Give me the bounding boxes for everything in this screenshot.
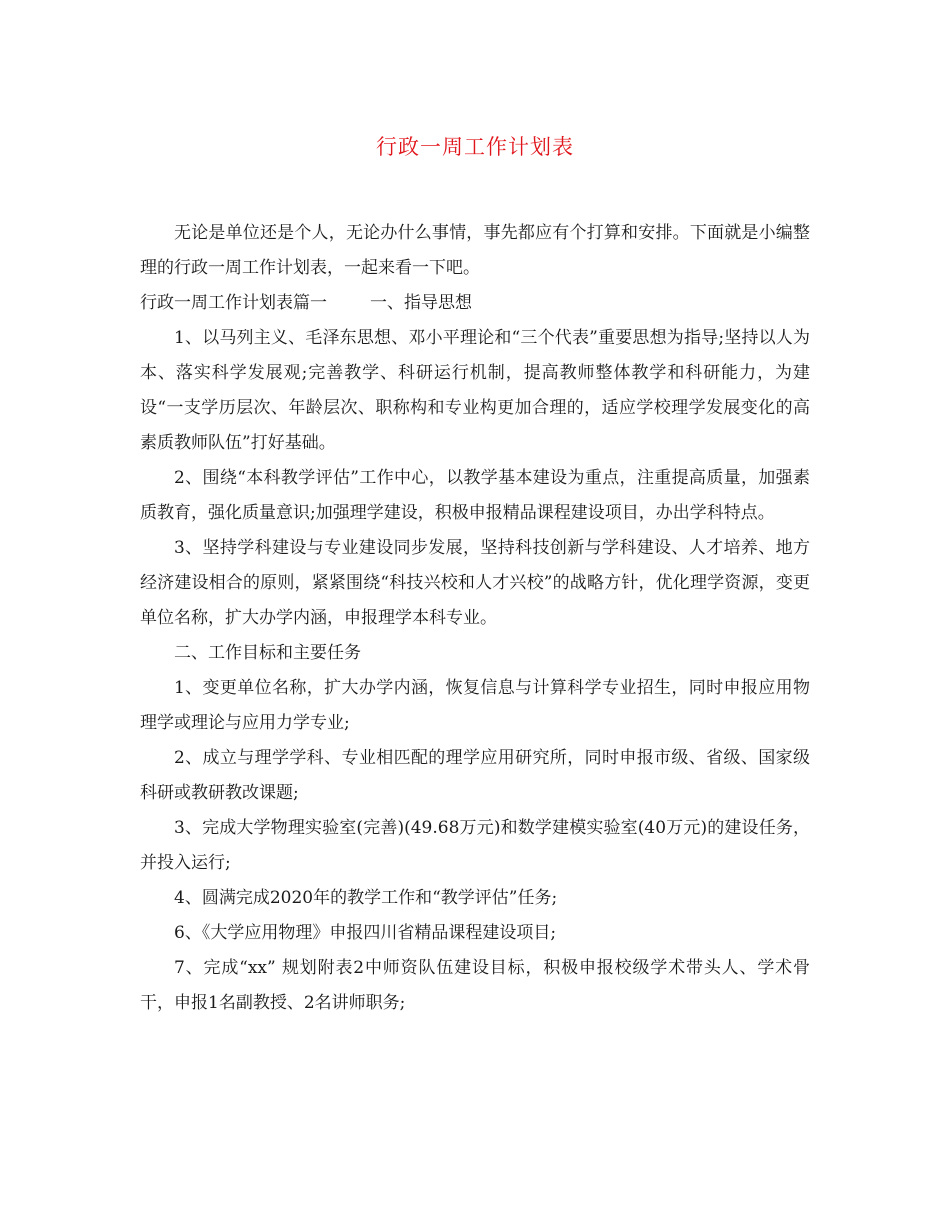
goal-item: 7、完成“xx” 规划附表2中师资队伍建设目标，积极申报校级学术带头人、学术骨干，申报1名副教授、2名讲师职务; xyxy=(140,958,810,1013)
guiding-item: 1、以马列主义、毛泽东思想、邓小平理论和“三个代表”重要思想为指导;坚持以人为本、落实科学发展观;完善教学、科研运行机制，提高教师整体教学和科研能力，为建设“一支学历层次、年龄层次、职称构和专业构更加合理的，适应学校理学发展变化的高素质教师队伍”打好基础。 xyxy=(140,328,810,453)
intro-paragraph: 无论是单位还是个人，无论办什么事情，事先都应有个打算和安排。下面就是小编整理的行政一周工作计划表，一起来看一下吧。 xyxy=(140,223,810,278)
document-body xyxy=(140,216,810,1021)
goal-item: 3、完成大学物理实验室(完善)(49.68万元)和数学建模实验室(40万元)的建设任务，并投入运行; xyxy=(140,818,810,873)
section-heading-left: 行政一周工作计划表篇一 xyxy=(140,293,327,313)
document-title: 行政一周工作计划表 xyxy=(376,135,574,159)
guiding-item: 2、围绕“本科教学评估”工作中心，以教学基本建设为重点，注重提高质量，加强素质教育，强化质量意识;加强理学建设，积极申报精品课程建设项目，办出学科特点。 xyxy=(140,468,810,523)
goal-item: 4、圆满完成2020年的教学工作和“教学评估”任务; xyxy=(174,888,558,908)
goal-item: 1、变更单位名称，扩大办学内涵，恢复信息与计算科学专业招生，同时申报应用物理学或理论与应用力学专业; xyxy=(140,678,810,733)
goals-heading: 二、工作目标和主要任务 xyxy=(174,643,361,663)
goal-item: 2、成立与理学学科、专业相匹配的理学应用研究所，同时申报市级、省级、国家级科研或教研教改课题; xyxy=(140,748,810,803)
guiding-item: 3、坚持学科建设与专业建设同步发展，坚持科技创新与学科建设、人才培养、地方经济建设相合的原则，紧紧围绕“科技兴校和人才兴校”的战略方针，优化理学资源，变更单位名称，扩大办学内涵，申报理学本科专业。 xyxy=(140,538,810,628)
goal-item: 6、《大学应用物理》申报四川省精品课程建设项目; xyxy=(174,923,557,943)
section-heading-right: 一、指导思想 xyxy=(370,293,472,313)
section-heading-row xyxy=(140,286,810,321)
